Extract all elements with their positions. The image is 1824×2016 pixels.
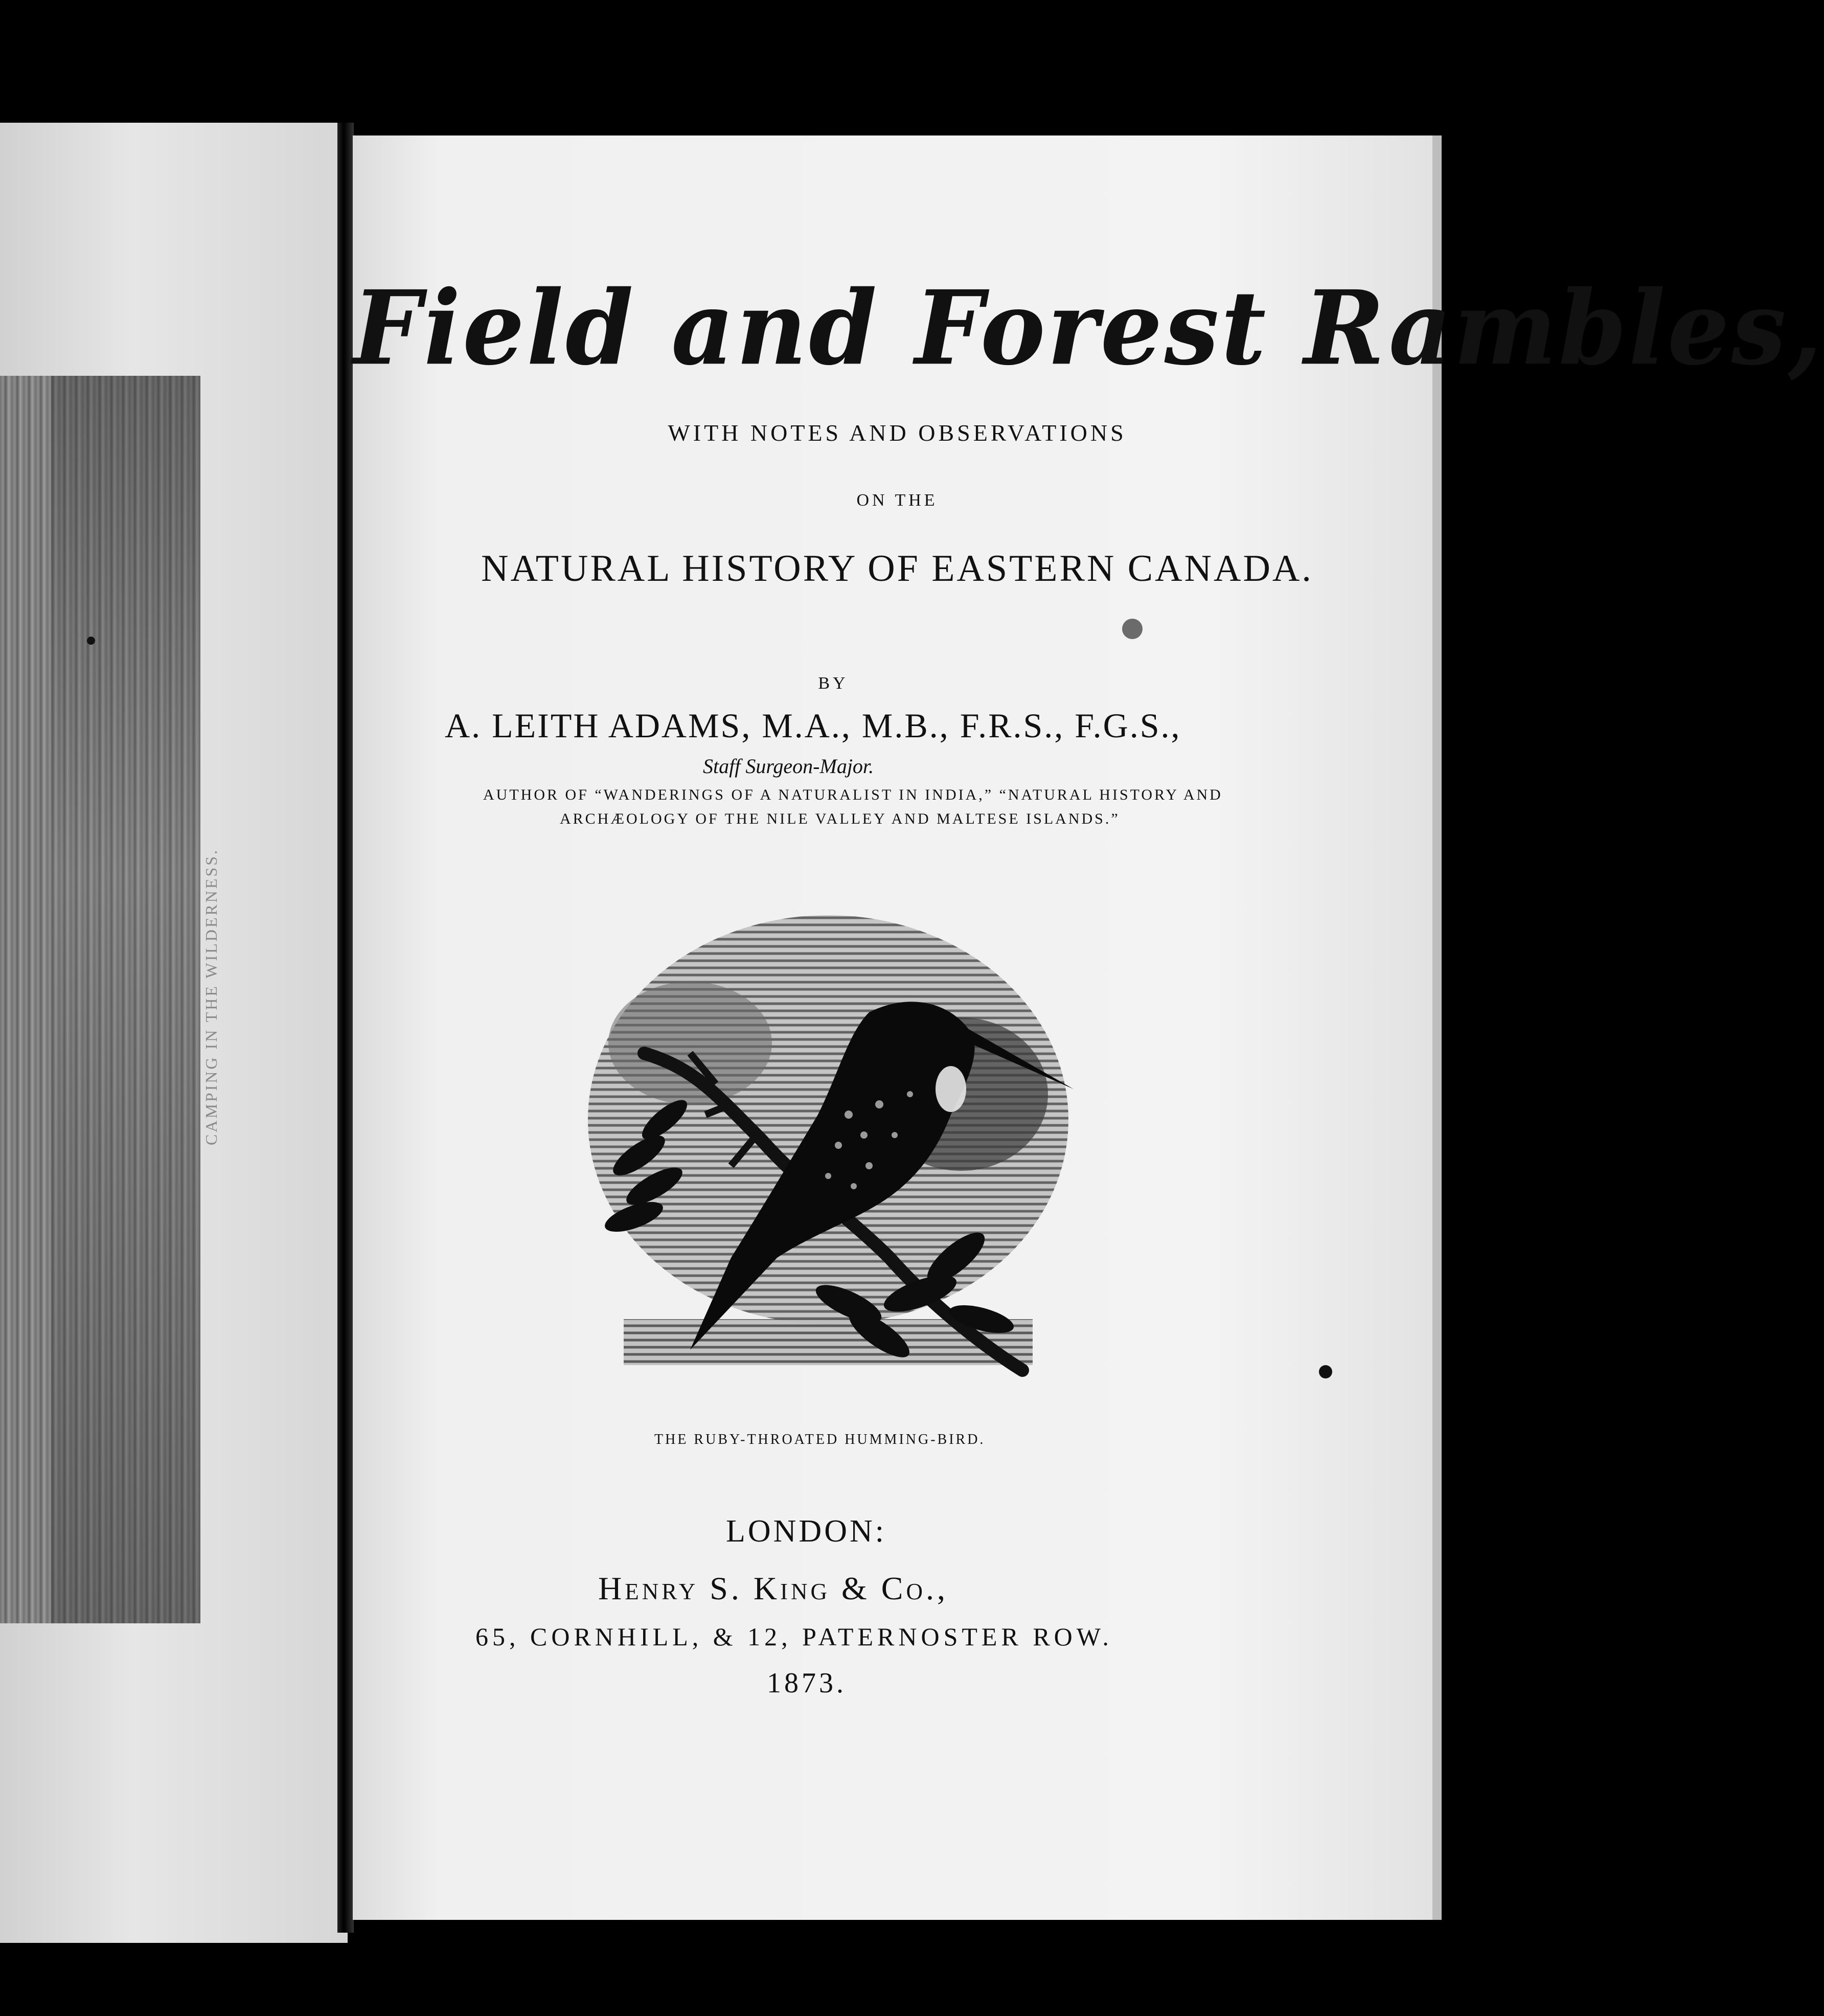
subtitle-line-3: NATURAL HISTORY OF EASTERN CANADA. [481,548,1313,590]
imprint-city: LONDON: [726,1514,886,1549]
author-name: A. LEITH ADAMS, M.A., M.B., F.R.S., F.G.S., [445,706,1181,745]
engraving-shading [51,376,200,1623]
book-title: Field and Forest Rambles, [353,268,1824,388]
author-credits-line-2: ARCHÆOLOGY OF THE NILE VALLEY AND MALTESE ISLANDS.” [560,810,1120,827]
hummingbird-illustration [562,900,1084,1401]
subtitle-line-1: WITH NOTES AND OBSERVATIONS [668,420,1127,446]
plate-caption: CAMPING IN THE WILDERNESS. [202,848,220,1145]
book-spine [337,123,354,1933]
author-credits-line-1: AUTHOR OF “WANDERINGS OF A NATURALIST IN INDIA,” “NATURAL HISTORY AND [483,786,1223,803]
subtitle-line-2: ON THE [856,491,938,510]
imprint-publisher: Henry S. King & Co., [598,1570,948,1606]
blemish-spot [87,637,95,645]
imprint-address: 65, CORNHILL, & 12, PATERNOSTER ROW. [475,1622,1113,1651]
imprint-year: 1873. [767,1667,847,1699]
blemish-spot [1122,619,1143,639]
by-line: BY [818,674,849,693]
illustration-caption: THE RUBY-THROATED HUMMING-BIRD. [654,1432,986,1447]
author-rank: Staff Surgeon-Major. [703,755,874,778]
blemish-spot [1319,1365,1332,1378]
